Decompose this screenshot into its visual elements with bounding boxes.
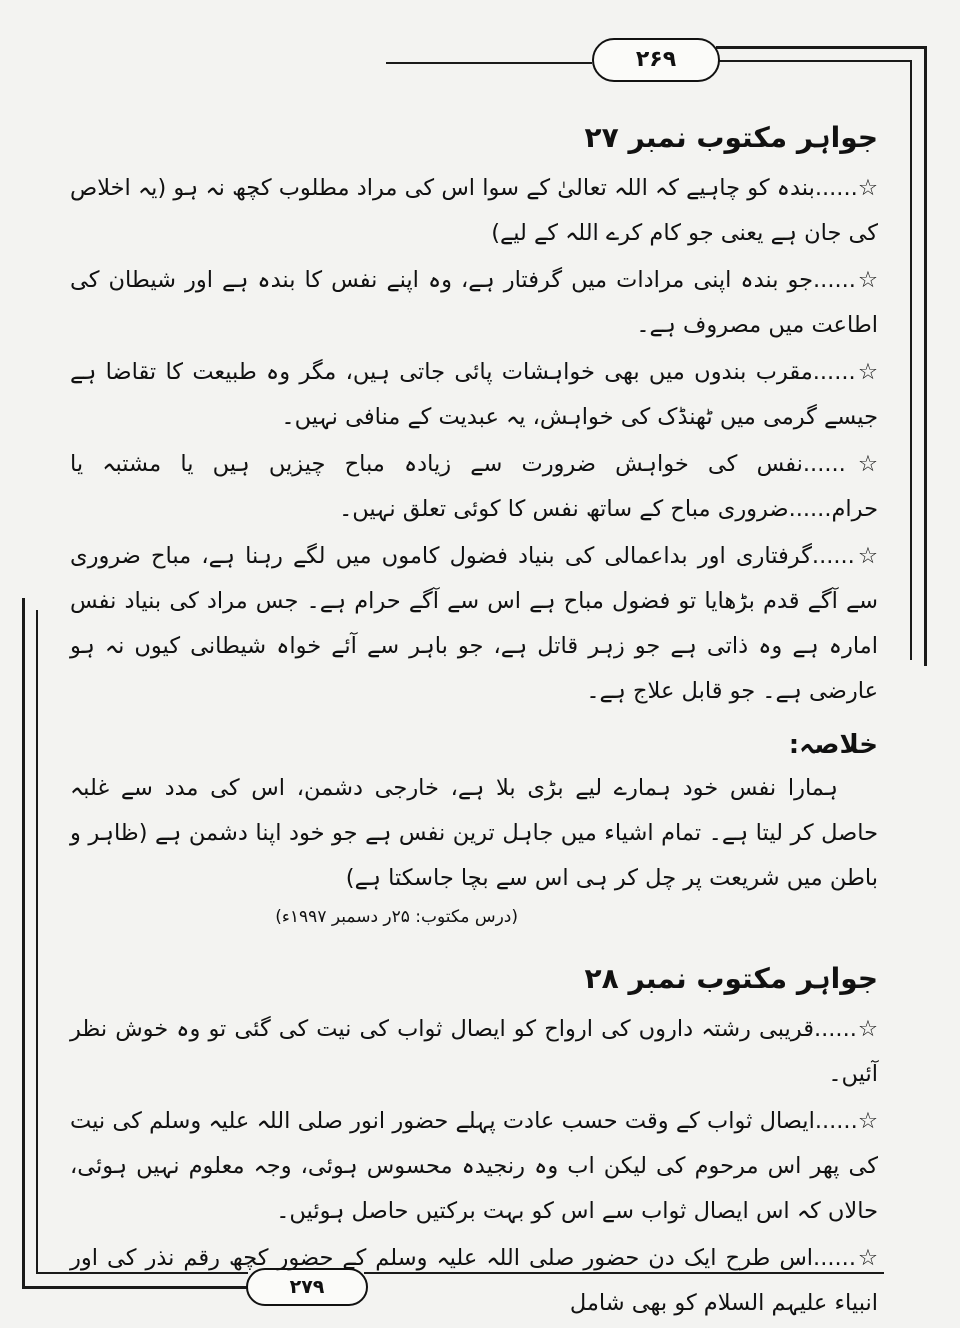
paragraph: ☆......گرفتاری اور بداعمالی کی بنیاد فضول کاموں میں لگے رہنا ہے، مباح ضروری سے آگے قدم بڑھایا تو فضول مباح ہے اس سے آگے حرام ہے۔ جس مراد کی بنیاد نفس امارہ ہے وہ ذاتی ہے جو زہر قاتل ہے، جو باہر سے آئے خواہ شیطانی کیوں نہ ہو عارضی ہے۔ جو قابل علاج ہے۔ xyxy=(70,543,878,704)
frame-right-outer xyxy=(924,46,927,666)
frame-top-left xyxy=(386,62,592,64)
paragraph: ☆......اس طرح ایک دن حضور صلی اللہ علیہ وسلم کے حضور کچھ رقم نذر کی اور انبیاء علیہم السلام کو بھی شامل xyxy=(70,1245,878,1316)
page-number-bottom: ۲۷۹ xyxy=(246,1268,368,1306)
frame-top-inner xyxy=(716,60,912,62)
paragraph: ☆......جو بندہ اپنی مرادات میں گرفتار ہے، وہ اپنے نفس کا بندہ ہے اور شیطان کی اطاعت میں مصروف ہے۔ xyxy=(70,267,878,338)
frame-left-outer xyxy=(22,598,25,1288)
paragraph: ☆......مقرب بندوں میں بھی خواہشات پائی جاتی ہیں، مگر وہ طبیعت کا تقاضا ہے جیسے گرمی میں ٹھنڈک کی خواہش، یہ عبدیت کے منافی نہیں۔ xyxy=(70,359,878,430)
section-heading-28: جواہر مکتوب نمبر ۲۸ xyxy=(584,962,878,995)
reference-note: (درس مکتوب: ۲۵ر دسمبر ۱۹۹۷ء) xyxy=(275,907,518,927)
paragraph: ☆......قریبی رشتہ داروں کی ارواح کو ایصال ثواب کی نیت کی گئی تو وہ خوش نظر آئیں۔ xyxy=(70,1016,878,1087)
summary-text: ہمارا نفس خود ہمارے لیے بڑی بلا ہے، خارجی دشمن، اس کی مدد سے غلبہ حاصل کر لیتا ہے۔ تمام اشیاء میں جاہل ترین نفس ہے جو خود اپنا دشمن ہے (ظاہر و باطن میں شریعت پر چل کر ہی اس سے بچا جاسکتا ہے) xyxy=(70,775,878,891)
paragraph: ☆......نفس کی خواہش ضرورت سے زیادہ مباح چیزیں ہیں یا مشتبہ یا حرام......ضروری مباح کے ساتھ نفس کا کوئی تعلق نہیں۔ xyxy=(70,451,878,522)
section-heading-27: جواہر مکتوب نمبر ۲۷ xyxy=(584,121,878,154)
frame-left-inner xyxy=(36,610,38,1274)
paragraph: ☆......بندہ کو چاہیے کہ اللہ تعالیٰ کے سوا اس کی مراد مطلوب کچھ نہ ہو (یہ اخلاص کی جان ہے یعنی جو کام کرے اللہ کے لیے) xyxy=(70,175,878,246)
page-number-top: ۲۶۹ xyxy=(592,38,720,82)
paragraph: ☆......ایصال ثواب کے وقت حسب عادت پہلے حضور انور صلی اللہ علیہ وسلم کی نیت کی پھر اس مرحوم کی لیکن اب وہ رنجیدہ محسوس ہوئی، وجہ معلوم نہیں ہوئی، حالاں کہ اس ایصال ثواب سے اس کو بہت برکتیں حاصل ہوئیں۔ xyxy=(70,1108,878,1224)
frame-right-inner xyxy=(910,60,912,660)
frame-top-outer xyxy=(716,46,926,49)
summary-title: خلاصہ: xyxy=(788,730,878,760)
